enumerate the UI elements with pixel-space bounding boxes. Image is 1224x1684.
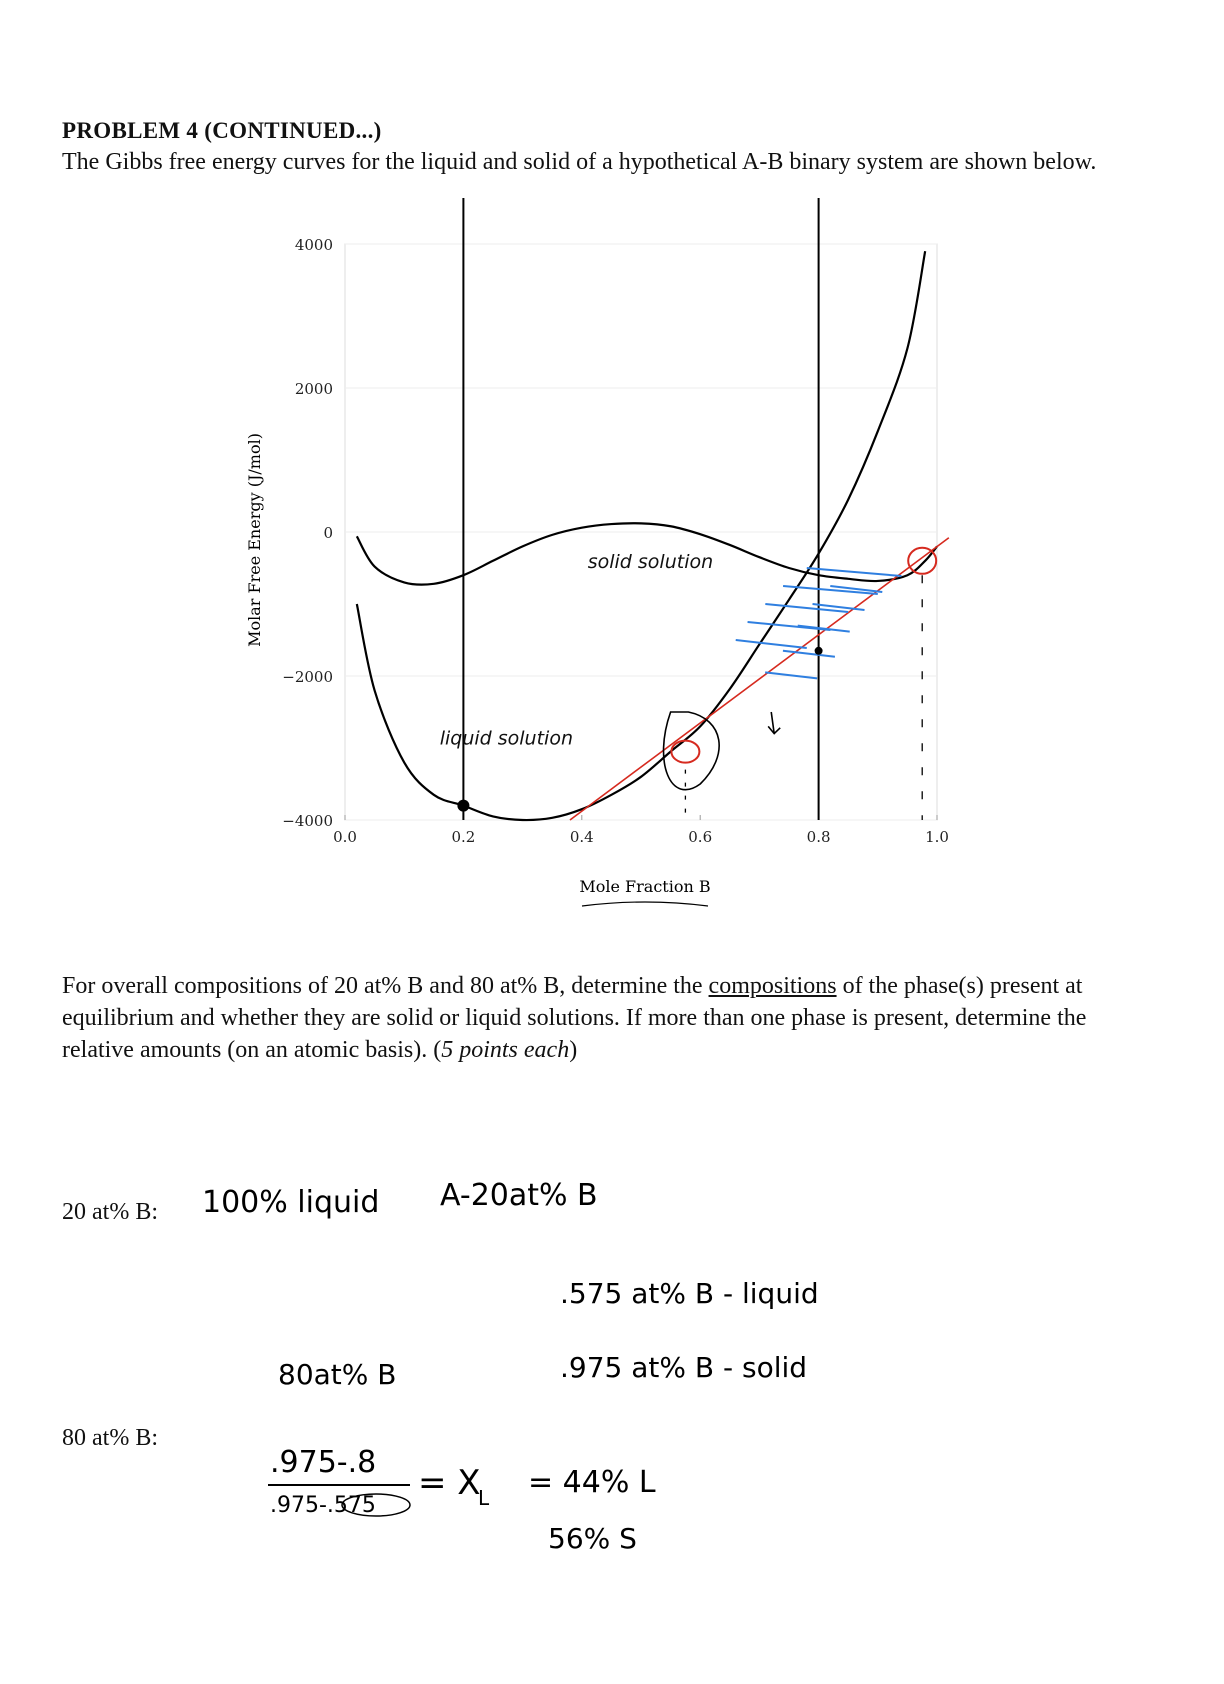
- hw-80-overall: 80at% B: [278, 1358, 397, 1391]
- x-tick-label: 0.6: [688, 828, 713, 846]
- label-20-at-pct: 20 at% B:: [62, 1199, 158, 1225]
- hw-equals-xl: = X: [418, 1463, 481, 1503]
- hw-fraction-numerator: .975-.8: [270, 1445, 377, 1480]
- hw-100-liquid: 100% liquid: [202, 1185, 380, 1220]
- y-tick-label: 2000: [294, 380, 333, 398]
- hw-a-20-b: A-20at% B: [440, 1178, 598, 1213]
- solid-solution-label: solid solution: [587, 551, 714, 573]
- x-tick-label: 0.8: [806, 828, 831, 846]
- hw-975-solid: .975 at% B - solid: [560, 1351, 808, 1384]
- y-axis-label: Molar Free Energy (J/mol): [245, 433, 264, 647]
- hw-result-44-l: = 44% L: [528, 1465, 656, 1500]
- hw-fraction-denominator: .975-.575: [270, 1493, 376, 1518]
- x-tick-label: 0.4: [569, 828, 594, 846]
- hw-subscript-l: L: [478, 1486, 490, 1510]
- y-tick-label: 0: [323, 524, 333, 542]
- x-axis-label: Mole Fraction B: [579, 877, 711, 896]
- question-text: For overall compositions of 20 at% B and 80 at% B, determine the compositions of the phase(s) present at equilibrium and whether they are solid or liquid solutions. If more than one phase is present, determine the relative amounts (on an atomic basis). (5 points each): [62, 973, 1087, 1063]
- x-tick-label: 0.2: [451, 828, 476, 846]
- liquid-solution-label: liquid solution: [439, 727, 574, 750]
- label-80-at-pct: 80 at% B:: [62, 1425, 158, 1451]
- x-tick-label: 1.0: [925, 828, 949, 846]
- compositions-underlined: compositions: [708, 973, 837, 999]
- points-note: 5 points each: [441, 1037, 570, 1063]
- problem-intro: The Gibbs free energy curves for the liquid and solid of a hypothetical A-B binary system are shown below.: [62, 149, 1097, 175]
- hw-result-56-s: 56% S: [548, 1522, 637, 1555]
- y-tick-label: −4000: [282, 812, 333, 830]
- y-tick-label: 4000: [294, 236, 333, 254]
- x-tick-label: 0.0: [333, 828, 357, 846]
- problem-title: PROBLEM 4 (CONTINUED...): [62, 118, 382, 143]
- hw-575-liquid: .575 at% B - liquid: [560, 1277, 819, 1310]
- y-tick-label: −2000: [282, 668, 333, 686]
